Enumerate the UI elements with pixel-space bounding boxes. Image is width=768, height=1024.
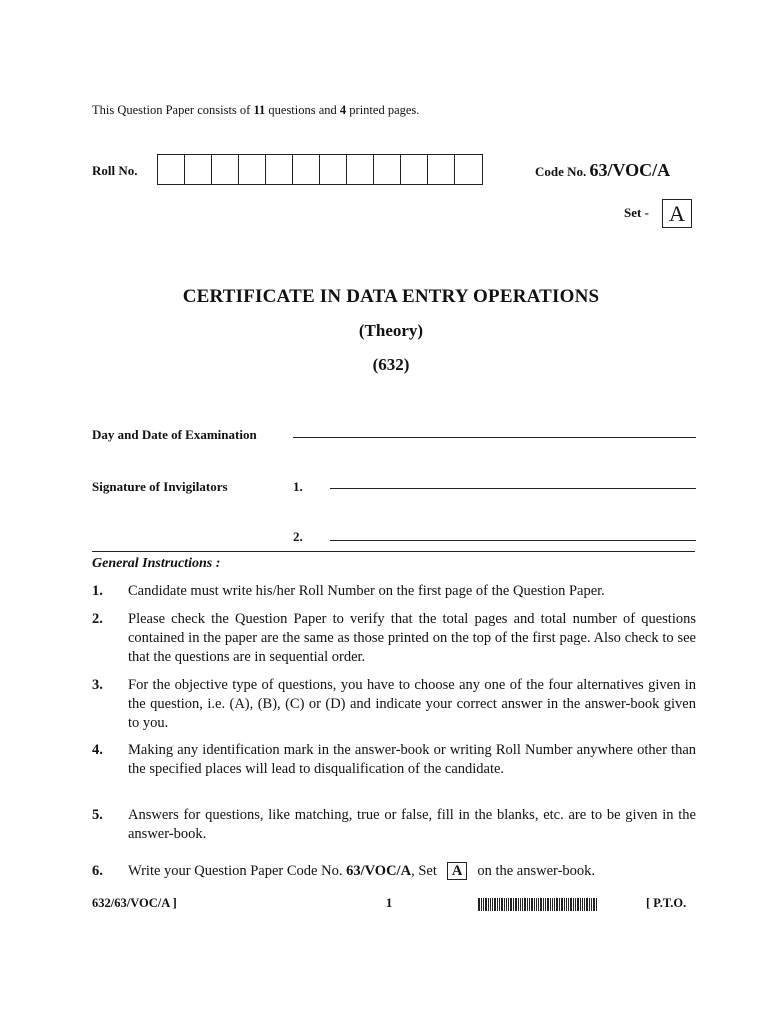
barcode-bar <box>522 898 523 911</box>
barcode-bar <box>550 898 551 911</box>
roll-digit-box[interactable] <box>347 155 374 184</box>
instruction-number: 4. <box>92 742 103 758</box>
barcode-bar <box>518 898 519 911</box>
invigilator-signature-label: Signature of Invigilators <box>92 479 228 494</box>
barcode-bar <box>506 898 507 911</box>
instruction-number: 3. <box>92 677 103 693</box>
instruction-number: 6. <box>92 863 103 879</box>
barcode-bar <box>556 898 558 911</box>
barcode-bar <box>596 898 597 911</box>
code-label: Code No. <box>535 164 587 179</box>
barcode-bar <box>524 898 526 911</box>
barcode-bar <box>570 898 572 911</box>
instruction-item <box>92 741 696 779</box>
page-number: 1 <box>386 896 393 910</box>
barcode-bar <box>497 898 498 911</box>
subject-code: (632) <box>372 355 410 374</box>
roll-digit-box[interactable] <box>374 155 401 184</box>
instructions-heading: General Instructions : <box>92 556 221 571</box>
barcode-bar <box>545 898 546 911</box>
barcode-bar <box>520 898 521 911</box>
info-suffix: printed pages. <box>349 103 420 117</box>
instruction-number: 1. <box>92 583 103 599</box>
instruction-item <box>92 610 696 667</box>
instruction-text: Answers for questions, like matching, true or false, fill in the blanks, etc. are to be given in the answer-book. <box>128 807 696 842</box>
barcode-bar <box>577 898 579 911</box>
instruction-item <box>92 582 696 601</box>
barcode-bar <box>547 898 549 911</box>
roll-number-label: Roll No. <box>92 163 138 178</box>
instruction-text: Please check the Question Paper to verify that the total pages and total number of questions contained in the paper are the same as those printed on the top of the first page. Also check to see that the questions are in sequential order. <box>128 611 696 665</box>
barcode-bar <box>586 898 588 911</box>
barcode-bar <box>536 898 537 911</box>
roll-digit-box[interactable] <box>428 155 455 184</box>
instruction-item <box>92 676 696 733</box>
barcode-bar <box>584 898 585 911</box>
section-divider <box>92 551 695 552</box>
instruction-text: Candidate must write his/her Roll Number on the first page of the Question Paper. <box>128 583 605 599</box>
roll-digit-box[interactable] <box>320 155 347 184</box>
exam-title: CERTIFICATE IN DATA ENTRY OPERATIONS <box>182 286 600 307</box>
barcode-bar <box>573 898 574 911</box>
barcode-bar <box>534 898 535 911</box>
footer-paper-code: 632/63/VOC/A ] <box>92 896 177 910</box>
instruction-6-code: 63/VOC/A <box>346 863 412 879</box>
barcode-bar <box>527 898 528 911</box>
instruction-number: 2. <box>92 611 103 627</box>
barcode-bar <box>481 898 482 911</box>
barcode-bar <box>499 898 500 911</box>
roll-digit-box[interactable] <box>212 155 239 184</box>
roll-digit-box[interactable] <box>266 155 293 184</box>
code-number <box>535 160 670 181</box>
instruction-text: Making any identification mark in the answer-book or writing Roll Number anywhere other than the specified places will lead to disqualification of the candidate. <box>128 742 696 777</box>
code-value: 63/VOC/A <box>589 160 671 180</box>
barcode-bar <box>559 898 560 911</box>
barcode-bar <box>540 898 542 911</box>
instruction-6-set-box: A <box>447 862 467 880</box>
barcode-bar <box>515 898 517 911</box>
exam-date-line[interactable] <box>293 437 696 438</box>
barcode-bar <box>582 898 583 911</box>
barcode-bar <box>538 898 539 911</box>
roll-digit-box[interactable] <box>401 155 428 184</box>
barcode-bar <box>564 898 565 911</box>
pto-label: [ P.T.O. <box>646 896 687 910</box>
barcode-bar <box>589 898 590 911</box>
barcode-bar <box>483 898 484 911</box>
roll-digit-box[interactable] <box>239 155 266 184</box>
barcode-bar <box>494 898 496 911</box>
instruction-text: For the objective type of questions, you have to choose any one of the four alternatives given in the question, i.e. (A), (B), (C) or (D) and indicate your correct answer in the answer-book given to you. <box>128 677 696 731</box>
exam-subtitle: (Theory) <box>358 321 424 340</box>
paper-info-line <box>92 103 419 118</box>
roll-digit-box[interactable] <box>185 155 212 184</box>
roll-number-boxes[interactable] <box>157 154 483 185</box>
barcode-bar <box>566 898 567 911</box>
instruction-text <box>128 862 696 881</box>
signature-2-line[interactable] <box>330 540 696 541</box>
barcode-bar <box>490 898 491 911</box>
instruction-item <box>92 862 696 881</box>
roll-digit-box[interactable] <box>158 155 185 184</box>
instruction-6-suffix: on the answer-book. <box>477 863 596 879</box>
barcode-bar <box>513 898 514 911</box>
barcode-bar <box>580 898 581 911</box>
set-label: Set - <box>624 205 649 220</box>
signature-2-number: 2. <box>293 529 303 544</box>
barcode-bar <box>504 898 505 911</box>
instruction-number: 5. <box>92 807 103 823</box>
barcode-bar <box>575 898 576 911</box>
barcode-bar <box>593 898 595 911</box>
barcode-bar <box>510 898 512 911</box>
barcode-bar <box>561 898 563 911</box>
instruction-6-set-text: , Set <box>411 863 437 879</box>
barcode-bar <box>508 898 509 911</box>
info-prefix: This Question Paper consists of <box>92 103 251 117</box>
question-count: 11 <box>253 103 266 117</box>
barcode-bar <box>568 898 569 911</box>
barcode-bar <box>554 898 555 911</box>
barcode-bar <box>492 898 493 911</box>
instruction-6-prefix: Write your Question Paper Code No. <box>128 863 343 879</box>
info-mid: questions and <box>268 103 337 117</box>
barcode-bar <box>478 898 480 911</box>
roll-digit-box[interactable] <box>455 155 482 184</box>
instruction-item <box>92 806 696 844</box>
signature-1-number: 1. <box>293 479 303 494</box>
barcode-bar <box>591 898 592 911</box>
barcode-bar <box>552 898 553 911</box>
signature-1-line[interactable] <box>330 488 696 489</box>
barcode-bar <box>531 898 533 911</box>
barcode-bar <box>488 898 489 911</box>
set-value-box: A <box>662 199 692 228</box>
barcode-image <box>478 898 621 911</box>
barcode-bar <box>543 898 544 911</box>
exam-date-label: Day and Date of Examination <box>92 427 257 442</box>
roll-digit-box[interactable] <box>293 155 320 184</box>
barcode-bar <box>501 898 503 911</box>
page-count: 4 <box>339 103 347 117</box>
barcode-bar <box>485 898 487 911</box>
barcode-bar <box>529 898 530 911</box>
